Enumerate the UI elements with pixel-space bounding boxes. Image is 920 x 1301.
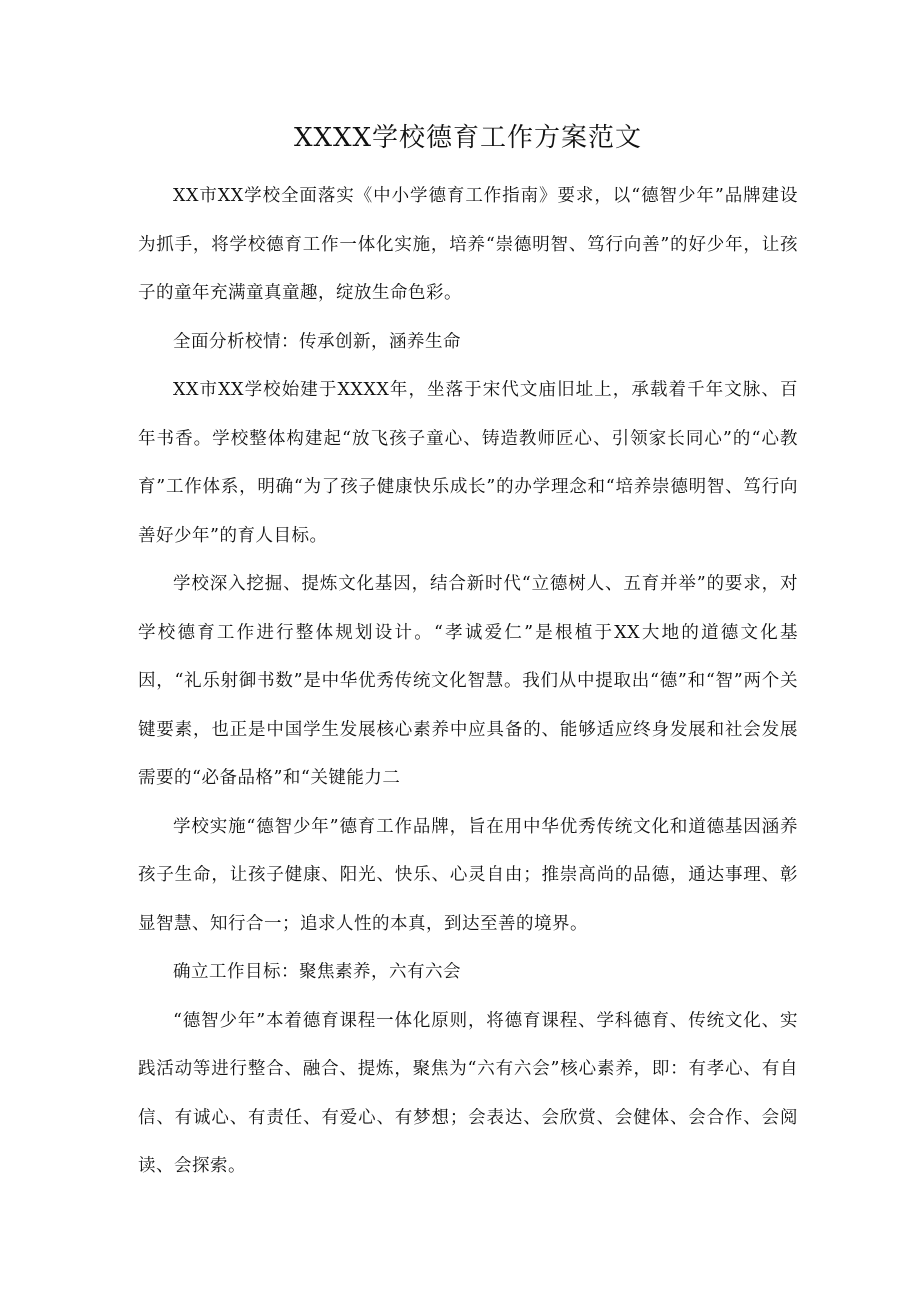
section-heading-analysis: 全面分析校情：传承创新，涵养生命	[173, 331, 461, 352]
paragraph-school-history: XX市XX学校始建于XXXX年，坐落于宋代文庙旧址上，承载着千年文脉、百年书香。学校整体构建起“放飞孩子童心、铸造教师匠心、引领家长同心”的“心教育”工作体系，明确“为了孩子健康快乐成长”的办学理念和“培养崇德明智、笃行向善好少年”的育人目标。	[138, 380, 798, 546]
section-heading-goals: 确立工作目标：聚焦素养，六有六会	[173, 962, 461, 982]
paragraph-brand: 学校实施“德智少年”德育工作品牌，旨在用中华优秀传统文化和道德基因涵养孩子生命，让孩子健康、阳光、快乐、心灵自由；推崇高尚的品德，通达事理、彰显智慧、知行合一；追求人性的本真，到达至善的境界。	[138, 816, 798, 934]
paragraph-six-core: “德智少年”本着德育课程一体化原则，将德育课程、学科德育、传统文化、实践活动等进行整合、融合、提炼，聚焦为“六有六会”核心素养，即：有孝心、有自信、有诚心、有责任、有爱心、有梦想；会表达、会欣赏、会健体、会合作、会阅读、会探索。	[138, 1010, 798, 1176]
document-page	[138, 118, 798, 1191]
document-title: XXXX学校德育工作方案范文	[293, 123, 643, 153]
paragraph-intro: XX市XX学校全面落实《中小学德育工作指南》要求，以“德智少年”品牌建设为抓手，将学校德育工作一体化实施，培养“崇德明智、笃行向善”的好少年，让孩子的童年充满童真童趣，绽放生命色彩。	[138, 186, 798, 303]
paragraph-culture-genes: 学校深入挖掘、提炼文化基因，结合新时代“立德树人、五育并举”的要求，对学校德育工作进行整体规划设计。“孝诚爱仁”是根植于XX大地的道德文化基因，“礼乐射御书数”是中华优秀传统文化智慧。我们从中提取出“德”和“智”两个关键要素，也正是中国学生发展核心素养中应具备的、能够适应终身发展和社会发展需要的“必备品格”和“关键能力二	[138, 574, 798, 788]
